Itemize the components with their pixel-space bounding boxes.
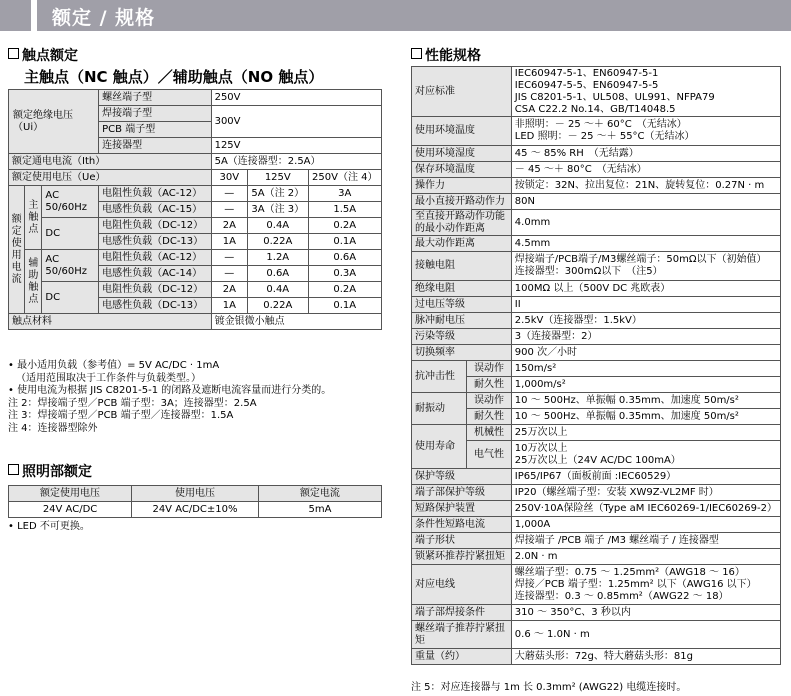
perf-value-line: CSA C22.2 No.14、GB/T14048.5 — [514, 103, 676, 115]
life-value-line: 25万次以上（24V AC/DC 100mA） — [514, 454, 681, 466]
perf-value — [511, 236, 780, 252]
perf-value — [511, 313, 780, 329]
contact-note-line: 注 3：焊接端子型／PCB 端子型／连接器型：1.5A — [8, 410, 234, 421]
contact-note-line: 注 2：焊接端子型／PCB 端子型：3A；连接器型：2.5A — [8, 397, 257, 409]
aux-contact-label: 辅助触点 — [25, 250, 42, 314]
contact-note-line: （适用范围取决于工作条件与负载类型。） — [16, 372, 201, 384]
perf-value-line: 2.0N · m — [514, 550, 558, 562]
ue-col: 30V — [211, 170, 247, 186]
perf-label: 过电压等级 — [412, 297, 512, 313]
perf-value-line: 1,000A — [514, 518, 551, 530]
current-value: 0.1A — [308, 234, 381, 250]
vib-value: 10 ～ 500Hz、单振幅 0.35mm、加速度 50m/s² — [511, 393, 780, 409]
perf-value — [511, 162, 780, 178]
lighting-value: 24V AC/DC±10% — [132, 502, 259, 518]
load-type: 电感性负载（DC-13） — [99, 234, 211, 250]
perf-value-line: 4.5mm — [514, 237, 551, 249]
perf-label: 至直接开路动作功能的最小动作距离 — [412, 210, 512, 236]
perf-value-line: 焊接端子/PCB端子/M3螺丝端子：50mΩ以下（初始值） — [514, 254, 767, 265]
perf-value — [511, 533, 780, 549]
perf-value-line: 0.6 ～ 1.0N · m — [514, 628, 590, 640]
current-value: 3A（注 3） — [248, 202, 309, 218]
load-type: 电感性负载（DC-13） — [99, 298, 211, 314]
ac-label: AC 50/60Hz — [42, 250, 99, 282]
contact-note-line: • 最小适用负载（参考值）= 5V AC/DC · 1mA — [8, 360, 220, 371]
current-value: 5A（注 2） — [248, 186, 309, 202]
rated-current-label: 额定使用电流 — [9, 186, 25, 314]
current-value: — — [211, 202, 247, 218]
perf-value — [511, 210, 780, 236]
current-value: — — [211, 186, 247, 202]
perf-label: 保护等级 — [412, 469, 512, 485]
perf-value — [511, 297, 780, 313]
vib-value: 10 ～ 500Hz、单振幅 0.35mm、加速度 50m/s² — [511, 409, 780, 425]
load-type: 电阻性负载（AC-12） — [99, 250, 211, 266]
perf-label: 接触电阻 — [412, 252, 512, 281]
perf-value — [511, 178, 780, 194]
perf-value-line: 3（连接器型：2） — [514, 330, 598, 342]
title-banner — [0, 0, 791, 31]
shock-label: 抗冲击性 — [412, 361, 467, 393]
perf-label: 锁紧环推荐拧紧扭矩 — [412, 549, 512, 565]
vib-sub: 耐久性 — [467, 409, 512, 425]
insulation-value: 125V — [211, 138, 381, 154]
current-value: 0.2A — [308, 218, 381, 234]
ue-label: 额定使用电压（Ue） — [9, 170, 212, 186]
material-value: 镀金银微小触点 — [211, 314, 381, 330]
current-value: 1A — [211, 298, 247, 314]
perf-label: 螺丝端子推荐拧紧扭矩 — [412, 621, 512, 649]
current-value: 3A — [308, 186, 381, 202]
main-contact-label: 主触点 — [25, 186, 42, 250]
perf-heading: 性能规格 — [411, 45, 481, 65]
shock-value: 1,000m/s² — [511, 377, 780, 393]
perf-label: 使用环境温度 — [412, 117, 512, 146]
perf-value — [511, 621, 780, 649]
lighting-table — [8, 485, 382, 518]
contact-heading: 触点额定 — [8, 45, 78, 65]
current-value: 0.1A — [308, 298, 381, 314]
perf-label: 操作力 — [412, 178, 512, 194]
banner-title: 额定 / 规格 — [52, 7, 156, 29]
life-value-line: 10万次以上 — [514, 442, 568, 454]
perf-value-line: 连接器型：0.3 ～ 0.85mm²（AWG22 ～ 18） — [514, 590, 729, 602]
perf-value-line: 45 ～ 85% RH （无结露） — [514, 147, 639, 159]
perf-label: 绝缘电阻 — [412, 281, 512, 297]
load-type: 电阻性负载（DC-12） — [99, 218, 211, 234]
lighting-note: • LED 不可更换。 — [8, 521, 90, 532]
perf-value — [511, 194, 780, 210]
thermal-value: 5A（连接器型：2.5A） — [211, 154, 381, 170]
perf-value — [511, 117, 780, 146]
current-value: 0.22A — [248, 234, 309, 250]
perf-value-line: IEC60947-5-5、EN60947-5-5 — [514, 79, 659, 91]
lighting-heading: 照明部额定 — [8, 461, 92, 481]
perf-value-line: 大蘑菇头形：72g、特大蘑菇头形：81g — [514, 650, 693, 662]
lighting-header: 使用电压 — [132, 486, 259, 502]
life-value-line: 25万次以上 — [514, 426, 568, 438]
perf-label: 端子形状 — [412, 533, 512, 549]
current-value: 1A — [211, 234, 247, 250]
dc-label: DC — [42, 282, 99, 314]
ue-col: 250V（注 4） — [308, 170, 381, 186]
perf-value — [511, 469, 780, 485]
material-label: 触点材料 — [9, 314, 212, 330]
vib-sub: 误动作 — [467, 393, 512, 409]
perf-value — [511, 517, 780, 533]
perf-label: 对应电线 — [412, 565, 512, 605]
perf-value — [511, 345, 780, 361]
perf-value-line: 310 ～ 350°C、3 秒以内 — [514, 606, 631, 618]
insulation-label: 额定绝缘电压（Ui） — [9, 90, 99, 154]
perf-value-line: 80N — [514, 195, 536, 207]
perf-value-line: LED 照明：－ 25 ～＋ 55°C（无结冰） — [514, 131, 695, 142]
checkbox-square-icon — [8, 464, 19, 475]
life-label: 使用寿命 — [412, 425, 467, 469]
perf-value — [511, 485, 780, 501]
vib-label: 耐振动 — [412, 393, 467, 425]
insulation-value: 300V — [211, 106, 381, 138]
perf-label: 污染等级 — [412, 329, 512, 345]
life-value — [511, 425, 780, 441]
lighting-header: 额定使用电压 — [9, 486, 132, 502]
perf-label: 条件性短路电流 — [412, 517, 512, 533]
checkbox-square-icon — [411, 48, 422, 59]
insulation-value: 250V — [211, 90, 381, 106]
perf-note5: 注 5：对应连接器与 1m 长 0.3mm² (AWG22) 电缆连接时。 — [411, 682, 687, 693]
perf-label: 端子部焊接条件 — [412, 605, 512, 621]
perf-value-line: － 45 ～＋ 80°C （无结冰） — [514, 163, 647, 175]
perf-value-line: JIS C8201-5-1、UL508、UL991、NFPA79 — [514, 91, 715, 103]
load-type: 电阻性负载（AC-12） — [99, 186, 211, 202]
current-value: — — [211, 266, 247, 282]
perf-label: 最大动作距离 — [412, 236, 512, 252]
checkbox-square-icon — [8, 48, 19, 59]
current-value: 1.5A — [308, 202, 381, 218]
perf-value-line: 焊接端子 /PCB 端子 /M3 螺丝端子 / 连接器型 — [514, 534, 719, 546]
perf-label: 重量（约） — [412, 649, 512, 665]
life-value — [511, 441, 780, 469]
contact-note-line: • 使用电流为根据 JIS C8201-5-1 的闭路及遮断电流容量而进行分类的。 — [8, 385, 332, 396]
ue-col: 125V — [248, 170, 309, 186]
life-sub: 机械性 — [467, 425, 512, 441]
terminal-type: 螺丝端子型 — [99, 90, 211, 106]
current-value: 0.2A — [308, 282, 381, 298]
terminal-type: 连接器型 — [99, 138, 211, 154]
contact-subtitle: 主触点（NC 触点）／辅助触点（NO 触点） — [24, 68, 324, 86]
thermal-label: 额定通电电流（Ith） — [9, 154, 212, 170]
perf-value — [511, 146, 780, 162]
contact-notes — [8, 360, 331, 435]
current-value: 0.3A — [308, 266, 381, 282]
current-value: 0.22A — [248, 298, 309, 314]
perf-label: 端子部保护等级 — [412, 485, 512, 501]
terminal-type: 焊接端子型 — [99, 106, 211, 122]
perf-value-line: 按锁定：32N、拉出复位：21N、旋转复位：0.27N · m — [514, 179, 765, 191]
perf-value-line: 900 次／小时 — [514, 346, 578, 358]
perf-value — [511, 281, 780, 297]
shock-sub: 耐久性 — [467, 377, 512, 393]
perf-label: 切换频率 — [412, 345, 512, 361]
ac-label: AC 50/60Hz — [42, 186, 99, 218]
perf-value — [511, 329, 780, 345]
contact-rating-table — [8, 89, 382, 330]
perf-label: 使用环境湿度 — [412, 146, 512, 162]
lighting-value: 5mA — [258, 502, 381, 518]
shock-sub: 误动作 — [467, 361, 512, 377]
perf-value-line: 100MΩ 以上（500V DC 兆欧表） — [514, 282, 671, 294]
perf-value-line: 非照明：－ 25 ～＋ 60°C （无结冰） — [514, 119, 687, 130]
perf-label: 最小直接开路动作力 — [412, 194, 512, 210]
perf-value-line: IP65/IP67（面板前面 :IEC60529） — [514, 470, 677, 482]
perf-value-line: II — [514, 298, 521, 310]
current-value: — — [211, 250, 247, 266]
perf-value-line: 螺丝端子型：0.75 ～ 1.25mm²（AWG18 ～ 16） — [514, 566, 745, 578]
current-value: 0.6A — [248, 266, 309, 282]
current-value: 0.4A — [248, 282, 309, 298]
perf-value — [511, 549, 780, 565]
perf-label: 短路保护装置 — [412, 501, 512, 517]
performance-table — [411, 66, 781, 665]
perf-label: 保存环境温度 — [412, 162, 512, 178]
load-type: 电感性负载（AC-14） — [99, 266, 211, 282]
perf-label: 对应标准 — [412, 67, 512, 117]
current-value: 0.6A — [308, 250, 381, 266]
perf-value — [511, 252, 780, 281]
current-value: 2A — [211, 218, 247, 234]
current-value: 0.4A — [248, 218, 309, 234]
perf-value — [511, 605, 780, 621]
perf-value — [511, 67, 780, 117]
contact-note-line: 注 4：连接器型除外 — [8, 422, 98, 434]
perf-label: 脉冲耐电压 — [412, 313, 512, 329]
current-value: 2A — [211, 282, 247, 298]
lighting-header: 额定电流 — [258, 486, 381, 502]
load-type: 电阻性负载（DC-12） — [99, 282, 211, 298]
current-value: 1.2A — [248, 250, 309, 266]
lighting-value: 24V AC/DC — [9, 502, 132, 518]
shock-value: 150m/s² — [511, 361, 780, 377]
terminal-type: PCB 端子型 — [99, 122, 211, 138]
life-sub: 电气性 — [467, 441, 512, 469]
perf-value-line: 250V·10A保险丝（Type aM IEC60269-1/IEC60269-2） — [514, 502, 777, 514]
perf-value — [511, 501, 780, 517]
perf-value-line: 焊接／PCB 端子型：1.25mm² 以下（AWG16 以下） — [514, 578, 757, 590]
perf-value-line: IEC60947-5-1、EN60947-5-1 — [514, 67, 659, 79]
perf-value-line: 4.0mm — [514, 216, 551, 228]
perf-value — [511, 649, 780, 665]
perf-value-line: IP20（螺丝端子型：安装 XW9Z-VL2MF 时） — [514, 486, 719, 498]
banner-accent — [31, 0, 37, 31]
perf-value-line: 2.5kV（连接器型：1.5kV） — [514, 314, 642, 326]
perf-value-line: 连接器型：300mΩ以下 （注5） — [514, 266, 663, 277]
load-type: 电感性负载（AC-15） — [99, 202, 211, 218]
perf-value — [511, 565, 780, 605]
dc-label: DC — [42, 218, 99, 250]
